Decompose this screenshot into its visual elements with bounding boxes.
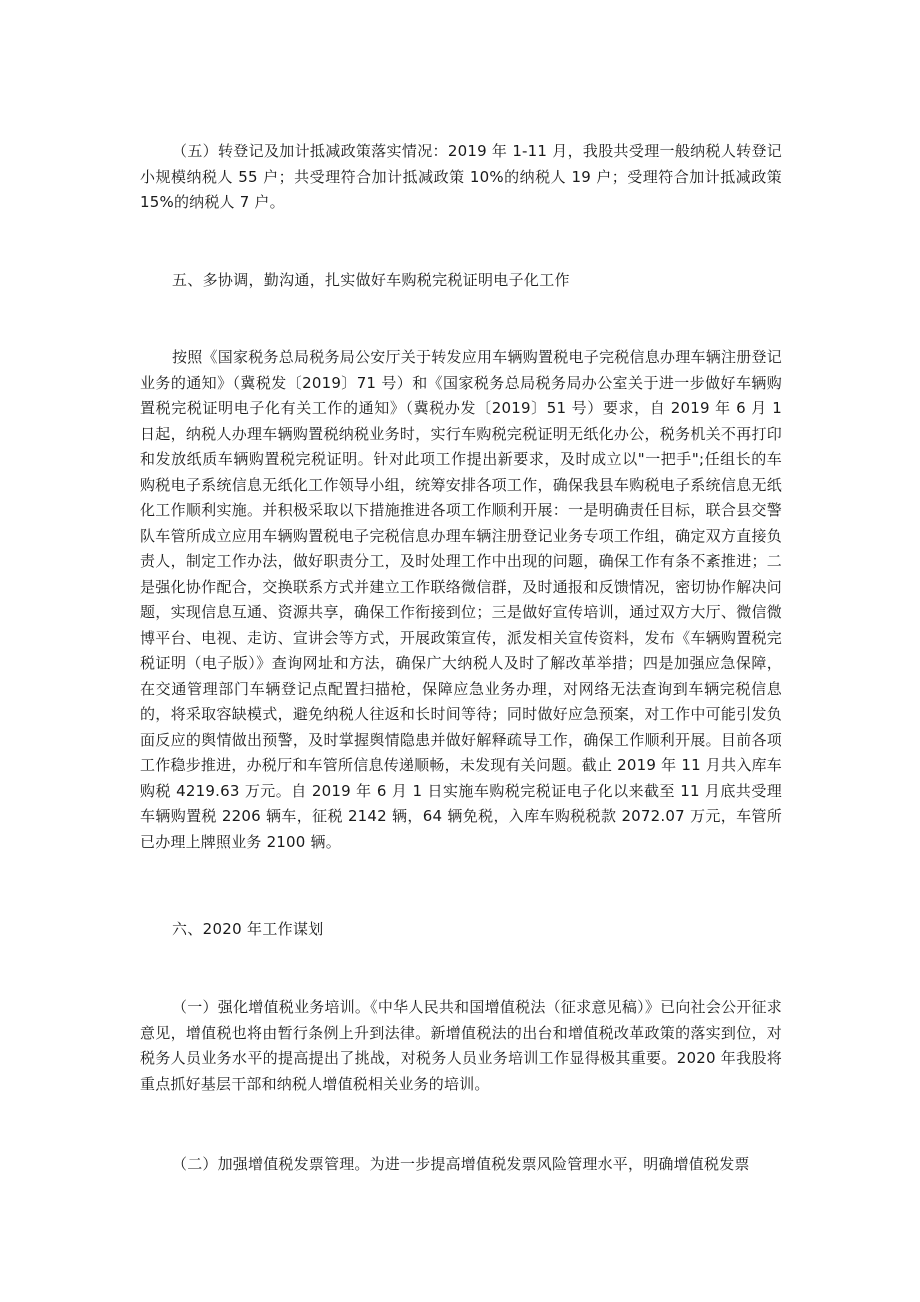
section-heading-five: 五、多协调，勤沟通，扎实做好车购税完税证明电子化工作 (172, 271, 570, 289)
paragraph-vat-invoice: （二）加强增值税发票管理。为进一步提高增值税发票风险管理水平，明确增值税发票 (172, 1155, 750, 1173)
section-heading-six: 六、2020 年工作谋划 (172, 920, 324, 938)
paragraph-vehicle-tax-electronic: 按照《国家税务总局税务局公安厅关于转发应用车辆购置税电子完税信息办理车辆注册登记业务的通知》（冀税发〔2019〕71 号）和《国家税务总局税务局办公室关于进一步做好车辆购置税完税证明电子化有关工作的通知》（冀税办发〔2019〕51 号）要求，自 2019 年 6 月 1 日起，纳税人办理车辆购置税纳税业务时，实行车购税完税证明无纸化办公，税务机关不再打印和发放纸质车辆购置税完税证明。针对此项工作提出新要求，及时成立以"一把手";任组长的车购税电子系统信息无纸化工作领导小组，统筹安排各项工作，确保我县车购税电子系统信息无纸化工作顺利实施。并积极采取以下措施推进各项工作顺利开展：一是明确责任目标，联合县交警队车管所成立应用车辆购置税电子完税信息办理车辆注册登记业务专项工作组，确定双方直接负责人，制定工作办法，做好职责分工，及时处理工作中出现的问题，确保工作有条不紊推进；二是强化协作配合，交换联系方式并建立工作联络微信群，及时通报和反馈情况，密切协作解决问题，实现信息互通、资源共享，确保工作衔接到位；三是做好宣传培训，通过双方大厅、微信微博平台、电视、走访、宣讲会等方式，开展政策宣传，派发相关宣传资料，发布《车辆购置税完税证明（电子版）》查询网址和方法，确保广大纳税人及时了解改革举措；四是加强应急保障，在交通管理部门车辆登记点配置扫描枪，保障应急业务办理，对网络无法查询到车辆完税信息的，将采取容缺模式，避免纳税人往返和长时间等待；同时做好应急预案，对工作中可能引发负面反应的舆情做出预警，及时掌握舆情隐患并做好解释疏导工作，确保工作顺利开展。目前各项工作稳步推进，办税厅和车管所信息传递顺畅，未发现有关问题。截止 2019 年 11 月共入库车购税 4219.63 万元。自 2019 年 6 月 1 日实施车购税完税证电子化以来截至 11 月底共受理车辆购置税 2206 辆车，征税 2142 辆，64 辆免税，入库车购税税款 2072.07 万元，车管所已办理上牌照业务 2100 辆。 (140, 348, 782, 851)
paragraph-transfer-registration: （五）转登记及加计抵减政策落实情况：2019 年 1-11 月，我股共受理一般纳税人转登记小规模纳税人 55 户；共受理符合加计抵减政策 10%的纳税人 19 户；受理符合加计抵减政策 15%的纳税人 7 户。 (140, 142, 782, 211)
paragraph-vat-training: （一）强化增值税业务培训。《中华人民共和国增值税法（征求意见稿）》已向社会公开征求意见，增值税也将由暂行条例上升到法律。新增值税法的出台和增值税改革政策的落实到位，对税务人员业务水平的提高提出了挑战，对税务人员业务培训工作显得极其重要。2020 年我股将重点抓好基层干部和纳税人增值税相关业务的培训。 (140, 998, 782, 1093)
